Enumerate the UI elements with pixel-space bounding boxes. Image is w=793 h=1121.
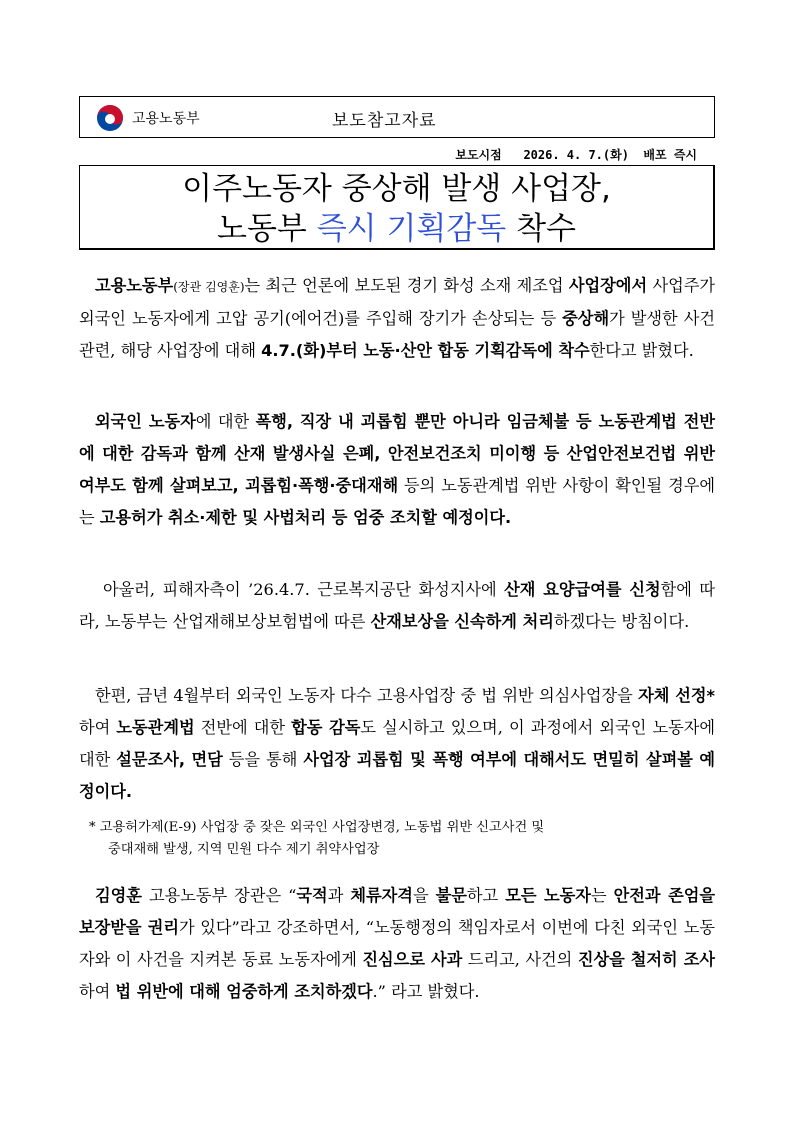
p3-bold-a: 산재 요양급여를 신청 <box>504 580 661 599</box>
p1-bold-b: 중상해 <box>562 309 610 328</box>
p5-bold-d: 불문 <box>435 886 467 905</box>
p2-text-a: 에 대한 <box>195 412 256 431</box>
p4-bold-d: 설문조사, 면담 <box>116 750 223 769</box>
title-line-2-post: 착수 <box>506 211 576 247</box>
p2-bold-b: 폭행, 직장 내 괴롭힘 뿐만 아니라 임금체불 등 노동관계법 전반에 대한 감독과 함께 산재 발생사실 은폐, 안전보건조치 미이행 등 산업안전보건법 위반 여부도 함께 살펴보고, 괴롭힘·폭행·중대재해 <box>79 412 716 495</box>
p4-bold-b: 노동관계법 <box>116 718 195 737</box>
p5-text-b: 과 <box>327 886 351 905</box>
p5-bold-h: 진상을 철저히 조사 <box>577 950 715 969</box>
document-type: 보도참고자료 <box>332 111 437 131</box>
p4-bold-c: 합동 감독 <box>291 718 361 737</box>
p5-bold-a: 김영훈 <box>95 886 142 905</box>
p5-text-a: 고용노동부 장관은 “ <box>141 886 297 905</box>
release-date: 2026. 4. 7.(화) <box>523 148 629 162</box>
footnote <box>89 817 719 861</box>
p4-text-e: 등을 통해 <box>222 750 304 769</box>
release-note: 배포 즉시 <box>643 148 697 162</box>
p5-text-i: .” 라고 밝혔다. <box>372 982 480 1001</box>
p4-text-b: 하여 <box>79 718 117 737</box>
p5-text-c: 을 <box>412 886 436 905</box>
p5-bold-c: 체류자격 <box>350 886 413 905</box>
p5-bold-f: 안전과 존엄을 보장받을 권리 <box>79 886 715 937</box>
p4-text-d: 도 실시하고 있으며, 이 과정에서 외국인 노동자에 대한 <box>79 718 716 769</box>
paragraph-3 <box>79 574 715 638</box>
p1-bold-a: 사업장에서 <box>568 276 648 295</box>
p5-bold-e: 모든 노동자 <box>505 886 591 905</box>
p4-text-a: 한편, 금년 4월부터 외국인 노동자 다수 고용사업장 중 법 위반 의심사업장을 <box>95 686 639 705</box>
p5-bold-g: 진심으로 사과 <box>362 950 463 969</box>
footnote-line-1: * 고용허가제(E-9) 사업장 중 잦은 외국인 사업장변경, 노동법 위반 신고사건 및 <box>89 820 545 835</box>
paragraph-4 <box>79 680 715 808</box>
p2-bold-a: 외국인 노동자 <box>95 412 196 431</box>
header-box <box>79 96 715 138</box>
p1-bold-c: 4.7.(화)부터 노동·산안 합동 기획감독에 착수 <box>261 341 590 360</box>
p5-text-d: 하고 <box>466 886 506 905</box>
paragraph-5 <box>79 880 715 1008</box>
title-highlight: 즉시 기획감독 <box>316 211 507 247</box>
p2-bold-c: 고용허가 취소·제한 및 사법처리 등 엄중 조치할 예정이다. <box>99 508 512 527</box>
p3-text-a: 아울러, 피해자측이 ’26.4.7. 근로복지공단 화성지사에 <box>103 580 505 599</box>
title-line-2 <box>80 209 713 249</box>
p1-ministry: 고용노동부 <box>95 276 174 295</box>
release-info <box>455 146 697 163</box>
p2-text-b: 등의 노동관계법 위반 사항이 확인될 경우에는 <box>79 476 716 527</box>
footnote-line-2: 중대재해 발생, 지역 민원 다수 제기 취약사업장 <box>108 842 380 857</box>
title-line-1: 이주노동자 중상해 발생 사업장, <box>182 171 611 207</box>
p5-bold-i: 법 위반에 대해 엄중하게 조치하겠다 <box>115 982 373 1001</box>
p1-text-d: 한다고 밝혔다. <box>589 341 694 360</box>
title-box <box>79 165 715 250</box>
p1-minister: (장관 김영훈) <box>173 280 245 294</box>
government-logo-icon <box>95 103 125 133</box>
p4-bold-e: 사업장 괴롭힘 및 폭행 여부에 대해서도 면밀히 살펴볼 예정이다. <box>79 750 716 801</box>
p3-bold-b: 산재보상을 신속하게 처리 <box>370 612 554 631</box>
p1-text-b: 사업주가 외국인 노동자에게 고압 공기(에어건)를 주입해 장기가 손상되는 등 <box>79 276 715 328</box>
paragraph-1 <box>79 270 715 367</box>
p5-bold-b: 국적 <box>296 886 328 905</box>
ministry-name: 고용노동부 <box>132 111 200 127</box>
p1-text-c: 가 발생한 사건 관련, 해당 사업장에 대해 <box>79 309 715 360</box>
p4-bold-a: 자체 선정* <box>638 686 715 705</box>
release-label: 보도시점 <box>455 148 502 162</box>
paragraph-2 <box>79 406 715 534</box>
p4-text-c: 전반에 대한 <box>194 718 292 737</box>
p3-text-b: 함에 따라, 노동부는 산업재해보상보험법에 따른 <box>79 580 715 631</box>
p3-text-c: 하겠다는 방침이다. <box>553 612 690 631</box>
p5-text-g: 드리고, 사건의 <box>462 950 578 969</box>
title-line-2-pre: 노동부 <box>217 211 317 247</box>
p1-text-a: 는 최근 언론에 보도된 경기 화성 소재 제조업 <box>244 276 569 295</box>
p5-text-f: 가 있다”라고 강조하면서, “노동행정의 책임자로서 이번에 다친 외국인 노동자와 이 사건을 지켜본 동료 노동자에게 <box>79 918 715 969</box>
p5-text-h: 하여 <box>79 982 116 1001</box>
p5-text-e: 는 <box>590 886 614 905</box>
